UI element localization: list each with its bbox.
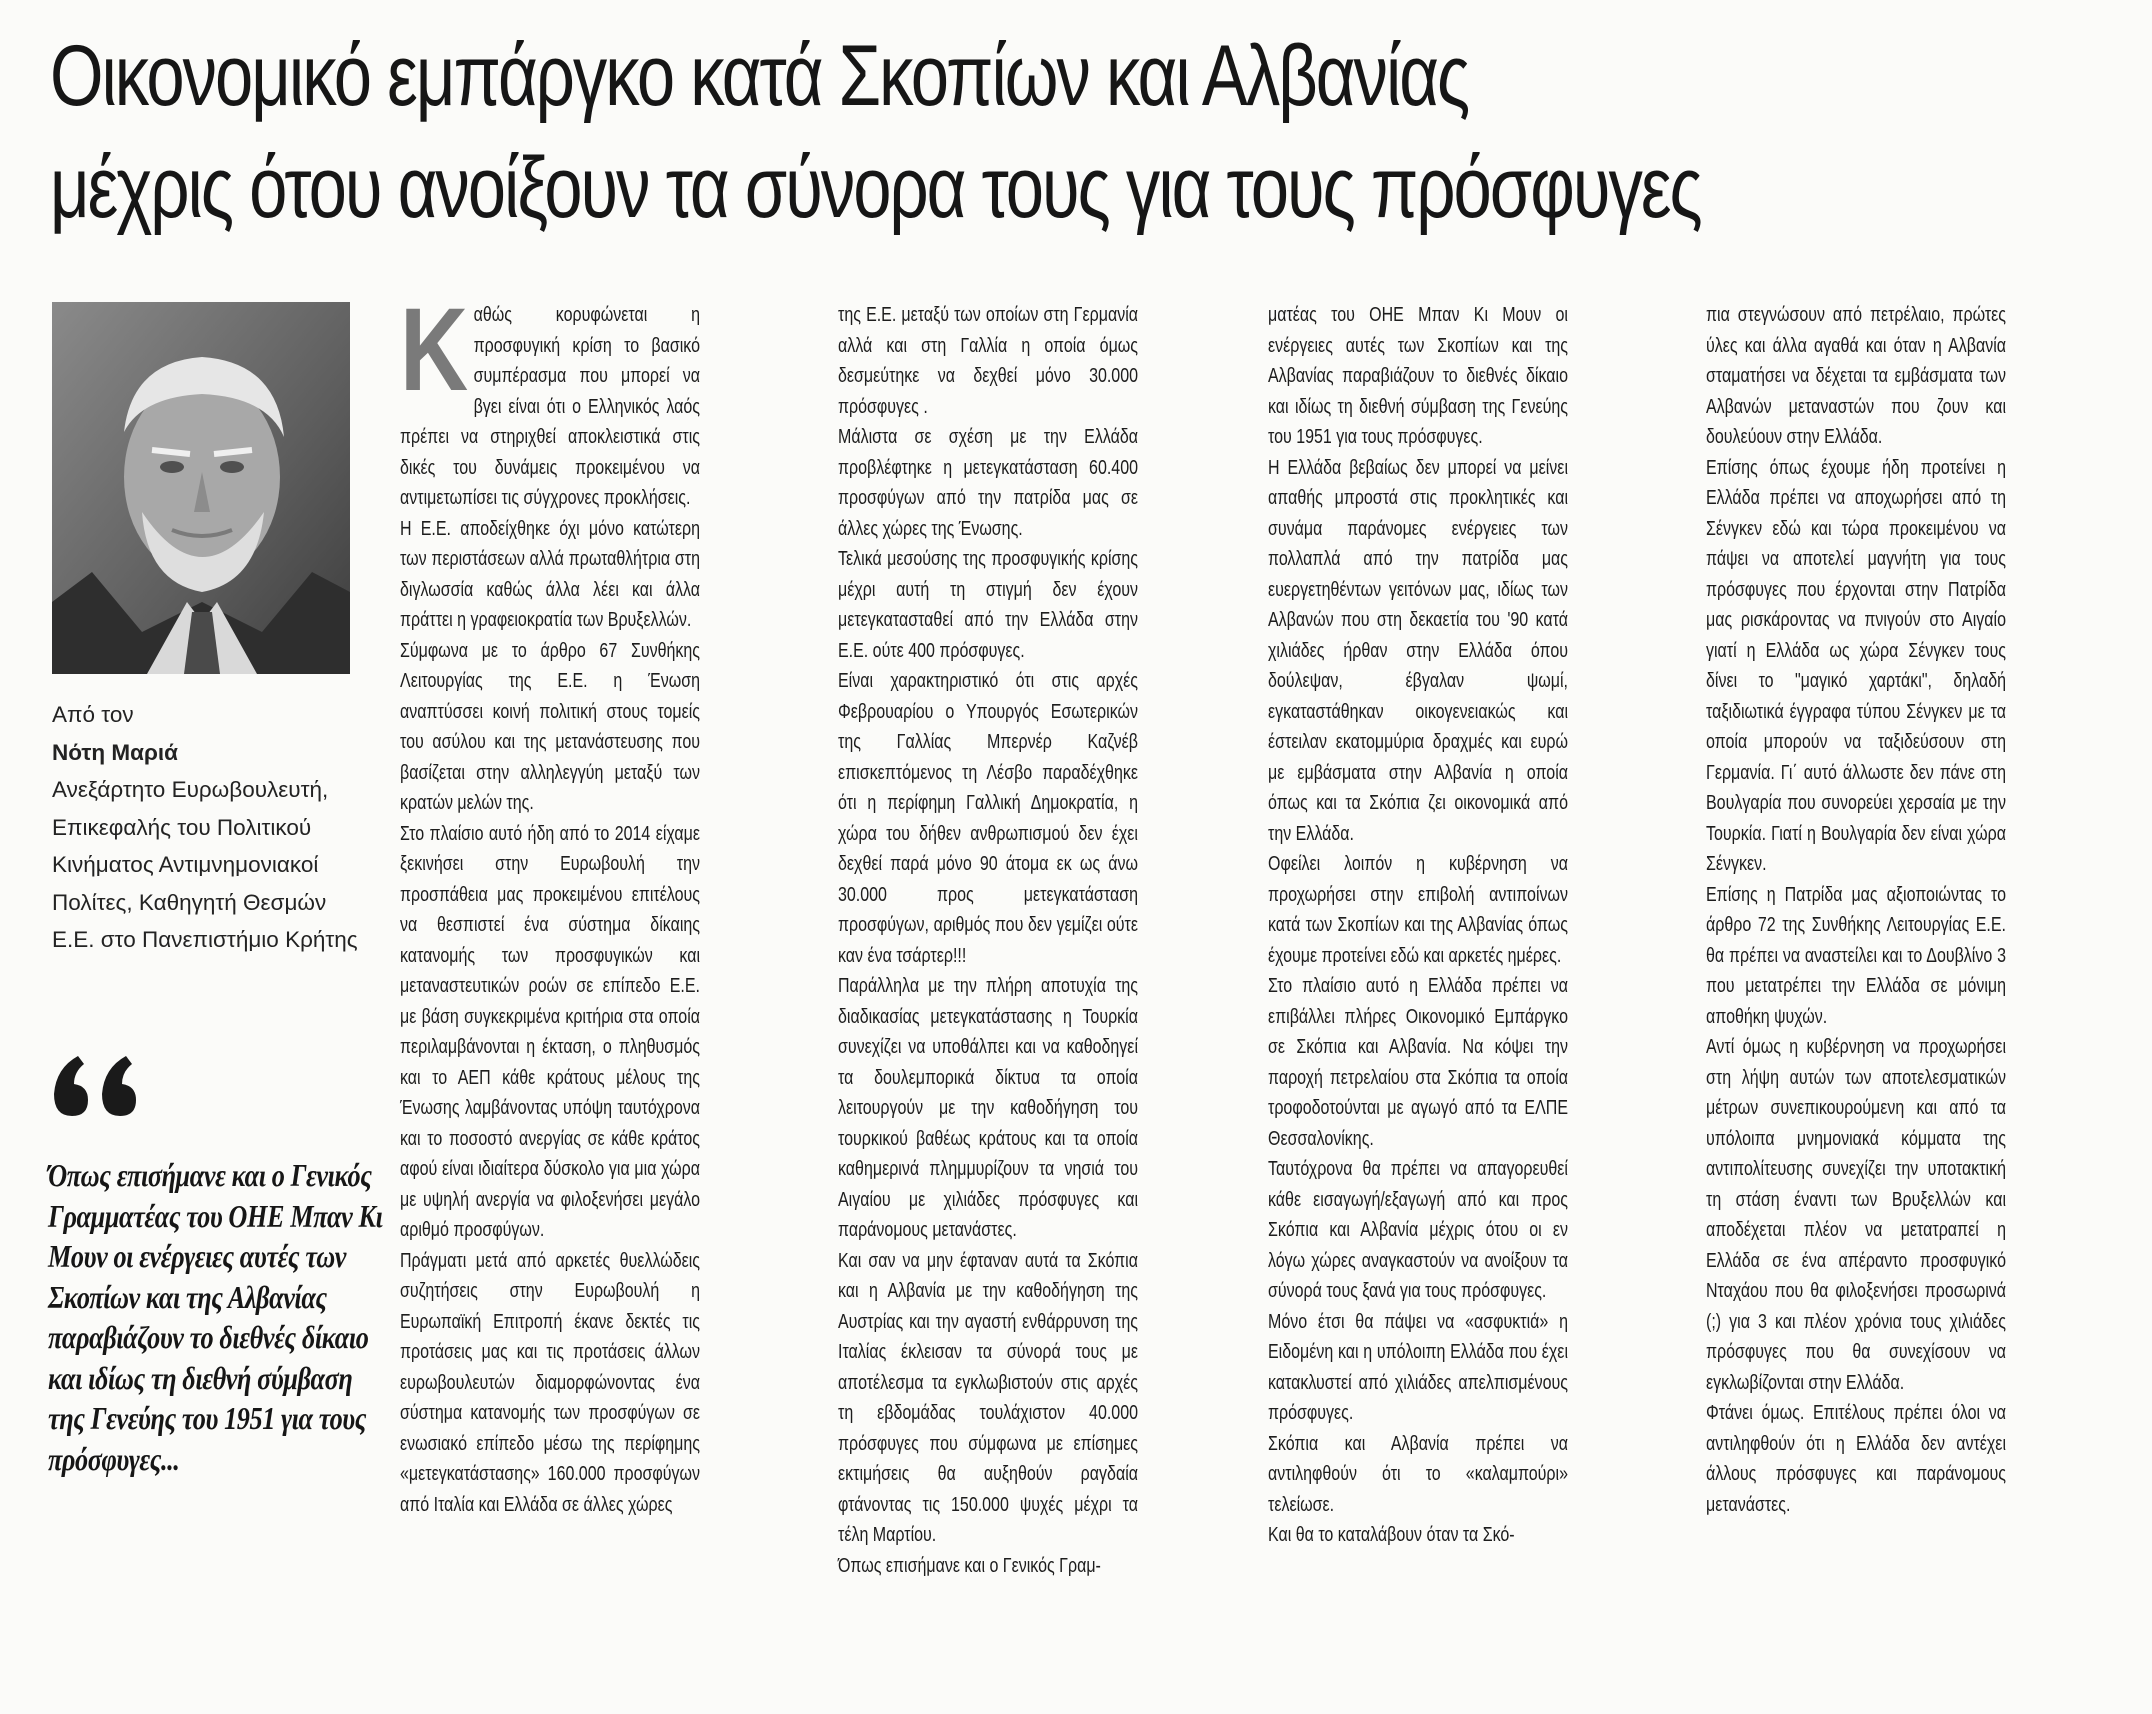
paragraph: Μάλιστα σε σχέση με την Ελλάδα προβλέφτηκε η μετεγκατάσταση 60.400 προσφύγων από την πατρίδα μας σε άλλες χώρες της Ένωσης. [838, 426, 1138, 540]
paragraph: Και θα το καταλάβουν όταν τα Σκό- [1268, 1524, 1515, 1546]
paragraph: Είναι χαρακτηριστικό ότι στις αρχές Φεβρουαρίου ο Υπουργός Εσωτερικών της Γαλλίας Μπερνέρ Καζνέβ επισκεπτόμενος τη Λέσβο παραδέχθηκε ότι η περίφημη Γαλλική Δημοκρατία, η χώρα του δήθεν ανθρωπισμού δεν έχει δεχθεί παρά μόνο 90 άτομα εκ ως άνω 30.000 προς μετεγκατάσταση προσφύγων, αριθμός που δεν γεμίζει ούτε καν ένα τσάρτερ!!! [838, 670, 1138, 967]
byline-prefix: Από τον [52, 702, 134, 727]
article-column-1 [400, 284, 700, 1520]
headline-line-2: μέχρις ότου ανοίξουν τα σύνορα τους για τους πρόσφυγες [50, 140, 1701, 236]
paragraph: Τελικά μεσούσης της προσφυγικής κρίσης μέχρι αυτή τη στιγμή δεν έχουν μετεγκατασταθεί από την Ελλάδα στην Ε.Ε. ούτε 400 πρόσφυγες. [838, 548, 1138, 662]
paragraph: Στο πλαίσιο αυτό ήδη από το 2014 είχαμε ξεκινήσει στην Ευρωβουλή την προσπάθεια μας προκειμένου επιτέλους να θεσπιστεί ένα σύστημα δίκαιης κατανομής των προσφυγικών και μεταναστευτικών ροών σε επίπεδο Ε.Ε. με βάση συγκεκριμένα κριτήρια στα οποία περιλαμβάνονται η έκταση, ο πληθυσμός και το ΑΕΠ κάθε κράτους μέλους της Ένωσης λαμβάνοντας υπόψη ταυτόχρονα και το ποσοστό ανεργίας σε κάθε κράτος αφού είναι ιδιαίτερα δύσκολο για μια χώρα με υψηλή ανεργία να φιλοξενήσει μεγάλο αριθμό προσφύγων. [400, 822, 700, 1241]
paragraph: Η Ελλάδα βεβαίως δεν μπορεί να μείνει απαθής μπροστά στις προκλητικές και συνάμα παράνομες ενέργειες των πολλαπλά από την πατρίδα μας ευεργετηθέντων γειτόνων μας, ιδίως των Αλβανών που στη δεκαετία του '90 κατά χιλιάδες ήρθαν στην Ελλάδα όπου δούλεψαν, έβγαλαν ψωμί, εγκαταστάθηκαν οικογενειακώς και έστειλαν εκατομμύρια δραχμές και ευρώ με εμβάσματα στην Αλβανία η οποία όπως και τα Σκόπια ζει οικονομικά από την Ελλάδα. [1268, 456, 1568, 845]
paragraph: Παράλληλα με την πλήρη αποτυχία της διαδικασίας μετεγκατάστασης η Τουρκία συνεχίζει να υποθάλπει και να καθοδηγεί τα δουλεμπορικά δίκτυα τα οποία λειτουργούν με την καθοδήγηση του τουρκικού βαθέως κράτους και τα οποία καθημερινά πλημμυρίζουν τα νησιά του Αιγαίου με χιλιάδες πρόσφυγες και παράνομους μετανάστες. [838, 975, 1138, 1241]
paragraph: Επίσης η Πατρίδα μας αξιοποιώντας το άρθρο 72 της Συνθήκης Λειτουργίας Ε.Ε. θα πρέπει να αναστείλει και το Δουβλίνο 3 που μετατρέπει την Ελλάδα σε μόνιμη αποθήκη ψυχών. [1706, 883, 2006, 1028]
paragraph: Όπως επισήμανε και ο Γενικός Γραμ- [838, 1554, 1101, 1577]
paragraph: πια στεγνώσουν από πετρέλαιο, πρώτες ύλες και άλλα αγαθά και όταν η Αλβανία σταματήσει να δέχεται τα εμβάσματα των Αλβανών μεταναστών που ζουν και δουλεύουν στην Ελλάδα. [1706, 304, 2006, 448]
paragraph: Ταυτόχρονα θα πρέπει να απαγορευθεί κάθε εισαγωγή/εξαγωγή από και προς Σκόπια και Αλβανία μέχρις ότου οι εν λόγω χώρες αναγκαστούν να ανοίξουν τα σύνορά τους ξανά για τους πρόσφυγες. [1268, 1158, 1568, 1302]
paragraph: Μόνο έτσι θα πάψει να «ασφυκτιά» η Ειδομένη και η υπόλοιπη Ελλάδα που έχει κατακλυστεί από χιλιάδες απελπισμένους πρόσφυγες. [1268, 1310, 1568, 1424]
paragraph: Η Ε.Ε. αποδείχθηκε όχι μόνο κατώτερη των περιστάσεων αλλά πρωταθλήτρια στη διγλωσσία καθώς άλλα λέει και άλλα πράττει η γραφειοκρατία των Βρυξελλών. [400, 517, 700, 631]
paragraph: Σκόπια και Αλβανία πρέπει να αντιληφθούν ότι το «καλαμπούρι» τελείωσε. [1268, 1432, 1568, 1516]
article-headline [50, 20, 1701, 244]
paragraph: Στο πλαίσιο αυτό η Ελλάδα πρέπει να επιβάλλει πλήρες Οικονομικό Εμπάργκο σε Σκόπια και Αλβανία. Να κόψει την παροχή πετρελαίου στα Σκόπια τα οποία τροφοδοτούνται με αγωγό από τα ΕΛΠΕ Θεσσαλονίκης. [1268, 975, 1568, 1150]
quote-mark-icon [48, 1050, 138, 1122]
paragraph: Και σαν να μην έφταναν αυτά τα Σκόπια και η Αλβανία με την καθοδήγηση της Αυστρίας και την αγαστή ενθάρρυνση της Ιταλίας έκλεισαν τα σύνορά τους με αποτέλεσμα τα εγκλωβιστούν στις αρχές τη εβδομάδας τουλάχιστον 40.000 πρόσφυγες που σύμφωνα με επίσημες εκτιμήσεις θα αυξηθούν ραγδαία φτάνοντας τις 150.000 ψυχές μέχρι τα τέλη Μαρτίου. [838, 1249, 1138, 1546]
pull-quote: Όπως επισήμανε και ο Γενικός Γραμματέας του ΟΗΕ Μπαν Κι Μουν οι ενέργειες αυτές των Σκοπίων και της Αλβανίας παραβιάζουν το διεθνές δίκαιο και ιδίως τη διεθνή σύμβαση της Γενεύης του 1951 για τους πρόσφυγες... [48, 1157, 383, 1477]
headline-line-1: Οικονομικό εμπάργκο κατά Σκοπίων και Αλβανίας [50, 28, 1469, 124]
drop-cap: Κ [400, 284, 469, 416]
article-column-2 [838, 300, 1138, 1581]
paragraph: Επίσης όπως έχουμε ήδη προτείνει η Ελλάδα πρέπει να αποχωρήσει από τη Σένγκεν εδώ και τώρα προκειμένου να πάψει να αποτελεί μαγνήτη για τους πρόσφυγες που έρχονται στην Πατρίδα μας ρισκάροντας να πνιγούν στο Αιγαίο γιατί η Ελλάδα ως χώρα Σένγκεν τους δίνει το "μαγικό χαρτάκι", δηλαδή ταξιδιωτικά έγγραφα τύπου Σένγκεν με τα οποία μπορούν να ταξιδεύσουν στη Γερμανία. Γι΄ αυτό άλλωστε δεν πάνε στη Βουλγαρία που συνορεύει χερσαία με την Τουρκία. Γιατί η Βουλγαρία δεν είναι χώρα Σένγκεν. [1706, 456, 2006, 875]
byline-role: Ανεξάρτητο Ευρωβουλευτή, Επικεφαλής του Πολιτικού Κινήματος Αντιμνημονιακοί Πολίτες, Καθηγητή Θεσμών Ε.Ε. στο Πανεπιστήμιο Κρήτης [52, 777, 358, 952]
author-photo [52, 302, 350, 674]
byline-author: Νότη Μαριά [52, 739, 178, 765]
paragraph: Φτάνει όμως. Επιτέλους πρέπει όλοι να αντιληφθούν ότι η Ελλάδα δεν αντέχει άλλους πρόσφυγες και παράνομους μετανάστες. [1706, 1402, 2006, 1516]
paragraph [400, 284, 700, 514]
paragraph: Οφείλει λοιπόν η κυβέρνηση να προχωρήσει στην επιβολή αντιποίνων κατά των Σκοπίων και της Αλβανίας όπως έχουμε προτείνει εδώ και αρκετές ημέρες. [1268, 853, 1568, 967]
byline [52, 696, 362, 959]
paragraph: Πράγματι μετά από αρκετές θυελλώδεις συζητήσεις στην Ευρωβουλή η Ευρωπαϊκή Επιτροπή έκανε δεκτές τις προτάσεις μας και τις προτάσεις άλλων ευρωβουλευτών διαμορφώνοντας ένα σύστημα κατανομής των προσφύγων σε ενωσιακό επίπεδο μέσω της περίφημης «μετεγκατάστασης» 160.000 προσφύγων από Ιταλία και Ελλάδα σε άλλες χώρες [400, 1249, 700, 1516]
article-column-3 [1268, 300, 1568, 1551]
article-column-4 [1706, 300, 2006, 1520]
paragraph: της Ε.Ε. μεταξύ των οποίων στη Γερμανία αλλά και στη Γαλλία η οποία όμως δεσμεύτηκε να δεχθεί μόνο 30.000 πρόσφυγες . [838, 304, 1138, 418]
paragraph: Αντί όμως η κυβέρνηση να προχωρήσει στη λήψη αυτών των αποτελεσματικών μέτρων συνεπικουρούμενη και από τα υπόλοιπα μνημονιακά κόμματα της αντιπολίτευσης συνεχίζει την υποτακτική τη στάση έναντι των Βρυξελλών και αποδέχεται πλέον να μετατραπεί η Ελλάδα σε ένα απέραντο προσφυγικό Νταχάου που θα φιλοξενήσει προσωρινά (;) για 3 και πλέον χρόνια τους χιλιάδες πρόσφυγες που θα συνεχίσουν να εγκλωβίζονται στην Ελλάδα. [1706, 1036, 2006, 1394]
first-paragraph-text: αθώς κορυφώνεται η προσφυγική κρίση το βασικό συμπέρασμα που μπορεί να βγει είναι ότι ο Ελληνικός λαός πρέπει να στηριχθεί αποκλειστικά στις δικές του δυνάμεις προκειμένου να αντιμετωπίσει τις σύγχρονες προκλήσεις. [400, 304, 700, 509]
paragraph: Σύμφωνα με το άρθρο 67 Συνθήκης Λειτουργίας της Ε.Ε. η Ένωση αναπτύσσει κοινή πολιτική στους τομείς του ασύλου και της μετανάστευσης που βασίζεται στην αλληλεγγύη μεταξύ των κρατών μελών της. [400, 639, 700, 814]
paragraph: ματέας του ΟΗΕ Μπαν Κι Μουν οι ενέργειες αυτές των Σκοπίων και της Αλβανίας παραβιάζουν το διεθνές δίκαιο και ιδίως τη διεθνή σύμβαση της Γενεύης του 1951 για τους πρόσφυγες. [1268, 304, 1568, 448]
